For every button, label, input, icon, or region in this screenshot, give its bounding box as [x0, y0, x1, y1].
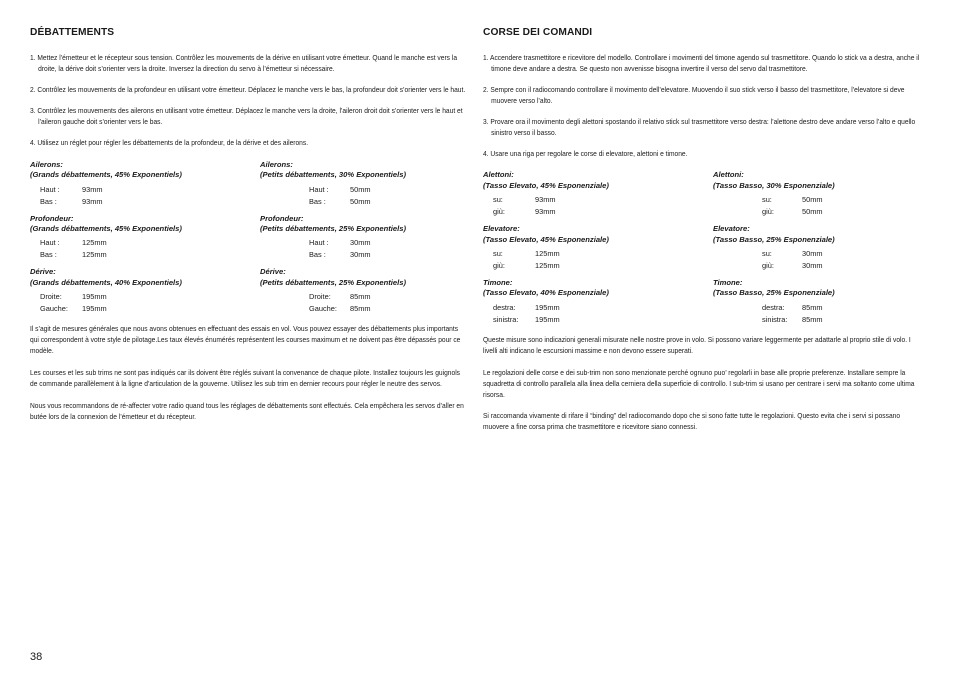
rate-row	[30, 184, 260, 196]
rate-block-high	[30, 214, 260, 264]
paragraph: Les courses et les sub trims ne sont pas indiqués car ils doivent être réglés suivant la convenance de chaque pilote. Installez toujours les guignols de commande parallèlement à la ligne d’articulation de la gouverne. Utilisez les sub trim en dernier recours pour régler le neutre des servos.	[30, 367, 461, 388]
rate-name: Elevatore:	[713, 224, 750, 234]
rate-name: Dérive:	[260, 267, 286, 277]
rate-block-low	[713, 224, 924, 274]
french-column	[30, 26, 468, 433]
rate-row	[260, 303, 468, 315]
rate-value: 125mm	[535, 260, 560, 270]
rate-value: 30mm	[802, 248, 823, 258]
rate-row	[713, 248, 924, 260]
rates-table	[30, 160, 468, 321]
page-number: 38	[30, 651, 43, 663]
paragraph: Il s’agit de mesures générales que nous avons obtenues en effectuant des essais en vol. Vous pouvez essayer des débattements plus importants qui correspondent à votre style de pilotage.Les taux élevés énumérés représentent les courses maximum et ne doivent pas être dépassés pour ce modèle.	[30, 324, 461, 356]
rate-subtitle: (Petits débattements, 25% Exponentiels)	[260, 277, 407, 287]
rate-value: 85mm	[802, 302, 823, 312]
rate-value: 93mm	[82, 196, 103, 206]
paragraph: Le regolazioni delle corse e dei sub-trim non sono menzionate perché ognuno puo’ regolarli in base alle proprie preferenze. Installare sempre la squadretta di controllo parallela alla linea della cerniera della superficie di controllo. I sub-trim si usano per centrare i servi ma soltanto come ultima risorsa.	[483, 367, 915, 399]
rate-label: Haut :	[309, 238, 329, 248]
rate-row	[483, 248, 713, 260]
rate-label: su:	[493, 248, 503, 258]
rate-name: Alettoni:	[713, 170, 744, 180]
rate-name: Alettoni:	[483, 170, 514, 180]
rate-value: 30mm	[802, 260, 823, 270]
rate-row	[30, 237, 260, 249]
rate-block-high	[483, 170, 713, 220]
step-item: 3. Provare ora il movimento degli alettoni spostando il relativo stick sul trasmettitore verso destra: l’alettone destro deve andare verso l’alto e quello sinistro verso il basso.	[483, 116, 916, 137]
rate-name: Elevatore:	[483, 224, 520, 234]
rate-row	[260, 249, 468, 261]
rate-row	[713, 194, 924, 206]
rates-table	[483, 170, 924, 331]
rate-name: Ailerons:	[260, 159, 293, 169]
rate-subtitle: (Grands débattements, 40% Exponentiels)	[30, 277, 182, 287]
rate-subtitle: (Petits débattements, 30% Exponentiels)	[260, 170, 407, 180]
rate-value: 50mm	[802, 207, 823, 217]
paragraph: Si raccomanda vivamente di rifare il “binding” del radiocomando dopo che si sono fatte tutte le regolazioni. Questo evita che i servi si possano muovere a fine corsa prima che trasmettitore e ricevitore siano connessi.	[483, 411, 901, 432]
rate-label: Gauche:	[309, 304, 337, 314]
rate-label: destra:	[493, 302, 516, 312]
rate-value: 195mm	[535, 302, 560, 312]
rate-block-low	[260, 267, 468, 317]
paragraph: Nous vous recommandons de ré-affecter votre radio quand tous les réglages de débattements sont effectués. Cela empêchera les servos d’aller en butée lors de la connexion de l’émetteur et du récepteur.	[30, 400, 464, 421]
rate-block-high	[483, 224, 713, 274]
rate-block-high	[30, 160, 260, 210]
rate-label: giù:	[493, 260, 505, 270]
rate-label: Bas :	[309, 250, 326, 260]
rate-row	[713, 314, 924, 326]
rate-name: Timone:	[483, 277, 513, 287]
rate-row	[483, 302, 713, 314]
rate-label: giù:	[762, 260, 774, 270]
step-item: 2. Sempre con il radiocomando controllare il movimento dell’elevatore. Muovendo il suo stick verso il basso del trasmettitore, l’elevatore si deve muovere verso l’alto.	[483, 84, 905, 105]
rate-name: Ailerons:	[30, 159, 63, 169]
paragraph: Queste misure sono indicazioni generali misurate nelle nostre prove in volo. Si possono variare leggermente per adattarle al proprio stile di volo. I livelli alti indicano le escursioni massime e non devono essere superati.	[483, 334, 911, 355]
rate-value: 195mm	[82, 292, 107, 302]
rate-subtitle: (Tasso Elevato, 40% Esponenziale)	[483, 288, 609, 298]
rate-value: 85mm	[350, 292, 371, 302]
rate-row	[260, 291, 468, 303]
rate-value: 93mm	[82, 184, 103, 194]
rate-subtitle: (Tasso Basso, 25% Esponenziale)	[713, 288, 835, 298]
steps-list	[30, 53, 468, 149]
rate-subtitle: (Tasso Elevato, 45% Esponenziale)	[483, 234, 609, 244]
rate-label: Bas :	[309, 196, 326, 206]
step-item: 4. Usare una riga per regolare le corse di elevatore, alettoni e timone.	[483, 148, 688, 158]
rate-label: su:	[762, 248, 772, 258]
rate-value: 85mm	[350, 304, 371, 314]
rate-name: Dérive:	[30, 267, 56, 277]
rate-value: 93mm	[535, 195, 556, 205]
rate-value: 125mm	[82, 238, 107, 248]
rate-label: su:	[493, 195, 503, 205]
rate-subtitle: (Petits débattements, 25% Exponentiels)	[260, 223, 407, 233]
rate-name: Profondeur:	[30, 213, 74, 223]
rate-subtitle: (Grands débattements, 45% Exponentiels)	[30, 223, 182, 233]
step-item: 2. Contrôlez les mouvements de la profondeur en utilisant votre émetteur. Déplacez le manche vers le bas, la profondeur doit s’orienter vers le haut.	[30, 84, 466, 94]
section-heading: DÉBATTEMENTS	[30, 27, 115, 38]
section-heading: CORSE DEI COMANDI	[483, 27, 593, 38]
notes	[483, 334, 924, 433]
rate-row	[30, 291, 260, 303]
rate-value: 125mm	[535, 248, 560, 258]
rate-block-high	[483, 278, 713, 328]
rate-value: 85mm	[802, 314, 823, 324]
rate-value: 30mm	[350, 250, 371, 260]
rate-name: Timone:	[713, 277, 743, 287]
step-item: 3. Contrôlez les mouvements des ailerons en utilisant votre émetteur. Déplacez le manche vers la droite, l’aileron droit doit s’orienter vers le haut et l’aileron gauche doit s’orienter vers le bas.	[30, 106, 463, 126]
rate-label: Bas :	[40, 196, 57, 206]
rate-row	[483, 260, 713, 272]
rate-label: sinistra:	[493, 314, 519, 324]
step-item: 1. Accendere trasmettitore e ricevitore del modello. Controllare i movimenti del timone agendo sul trasmettitore. Quando lo stick va a destra, anche il timone deve andare a destra. Se questo non avvenisse bisogna invertire il verso del servo dal trasmettitore.	[483, 53, 920, 73]
rate-subtitle: (Tasso Basso, 25% Esponenziale)	[713, 234, 835, 244]
step-item: 1. Mettez l’émetteur et le récepteur sous tension. Contrôlez les mouvements de la dérive en utilisant votre émetteur. Quand le manche est vers la droite, la dérive doit s’orienter vers la droite. Inversez la direction du servo à l’émetteur si nécessaire.	[30, 53, 458, 73]
rate-block-low	[260, 214, 468, 264]
notes	[30, 323, 468, 422]
rate-row	[713, 302, 924, 314]
rate-label: Droite:	[309, 292, 331, 302]
rate-subtitle: (Tasso Basso, 30% Esponenziale)	[713, 180, 835, 190]
rate-row	[260, 184, 468, 196]
rate-label: Droite:	[40, 292, 62, 302]
rate-block-high	[30, 267, 260, 317]
rate-value: 125mm	[82, 250, 107, 260]
rate-block-low	[713, 278, 924, 328]
rate-label: Haut :	[40, 238, 60, 248]
rate-value: 195mm	[535, 314, 560, 324]
rate-label: Bas :	[40, 250, 57, 260]
rate-value: 50mm	[802, 195, 823, 205]
rate-row	[30, 303, 260, 315]
rate-value: 50mm	[350, 184, 371, 194]
rate-label: Haut :	[40, 184, 60, 194]
rate-subtitle: (Tasso Elevato, 45% Esponenziale)	[483, 180, 609, 190]
steps-list	[483, 53, 924, 160]
rate-subtitle: (Grands débattements, 45% Exponentiels)	[30, 170, 182, 180]
rate-row	[30, 196, 260, 208]
rate-label: Gauche:	[40, 304, 68, 314]
rate-name: Profondeur:	[260, 213, 304, 223]
rate-label: su:	[762, 195, 772, 205]
rate-label: destra:	[762, 302, 785, 312]
rate-row	[483, 194, 713, 206]
rate-row	[483, 314, 713, 326]
rate-row	[713, 260, 924, 272]
rate-row	[713, 206, 924, 218]
rate-block-low	[260, 160, 468, 210]
rate-row	[30, 249, 260, 261]
rate-row	[260, 237, 468, 249]
italian-column	[483, 26, 924, 443]
rate-row	[483, 206, 713, 218]
rate-row	[260, 196, 468, 208]
rate-value: 93mm	[535, 207, 556, 217]
rate-label: giù:	[493, 207, 505, 217]
rate-label: Haut :	[309, 184, 329, 194]
rate-value: 30mm	[350, 238, 371, 248]
rate-value: 195mm	[82, 304, 107, 314]
rate-value: 50mm	[350, 196, 371, 206]
step-item: 4. Utilisez un réglet pour régler les débattements de la profondeur, de la dérive et des ailerons.	[30, 138, 309, 148]
rate-label: giù:	[762, 207, 774, 217]
rate-block-low	[713, 170, 924, 220]
rate-label: sinistra:	[762, 314, 788, 324]
